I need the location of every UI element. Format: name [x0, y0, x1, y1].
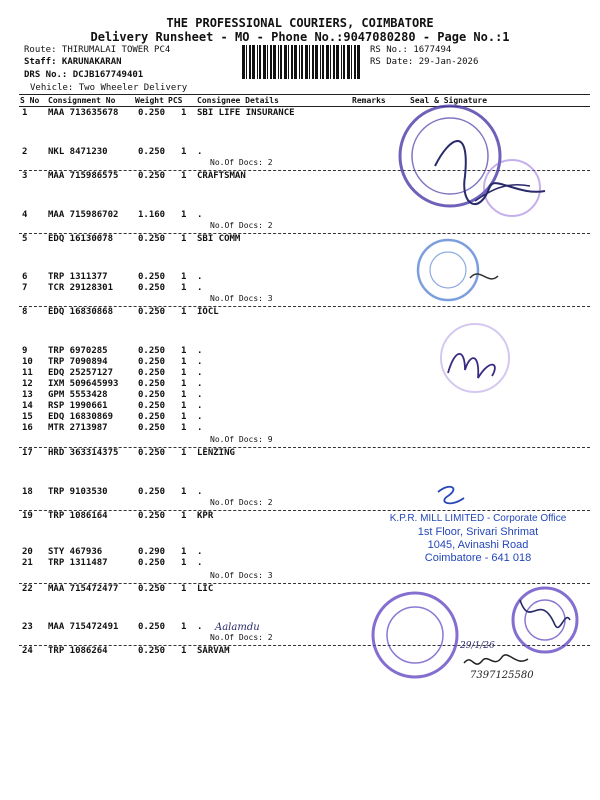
- row-consignee: .: [197, 357, 203, 367]
- barcode-bar: [336, 45, 339, 79]
- row-weight: 0.250: [138, 346, 166, 356]
- row-weight: 0.250: [138, 379, 166, 389]
- row-weight: 0.250: [138, 272, 166, 282]
- row-consignment-no: GPM 5553428: [48, 390, 108, 400]
- row-consignee: .: [197, 147, 203, 157]
- group-separator: [19, 510, 590, 511]
- row-weight: 0.250: [138, 234, 166, 244]
- row-consignee: KPR: [197, 511, 214, 521]
- row-consignee: .: [197, 412, 203, 422]
- staff-label: Staff: KARUNAKARAN: [24, 57, 122, 67]
- handwritten-date: 29/1/26: [460, 641, 495, 651]
- row-weight: 0.250: [138, 412, 166, 422]
- row-consignee: LIC: [197, 584, 214, 594]
- barcode-bar: [280, 45, 282, 79]
- barcode-bar: [249, 45, 251, 79]
- row-consignment-no: TRP 7090894: [48, 357, 108, 367]
- row-pcs: 1: [181, 646, 187, 656]
- barcode-bar: [270, 45, 272, 79]
- barcode-bar: [315, 45, 318, 79]
- row-consignment-no: IXM 509645993: [48, 379, 119, 389]
- row-pcs: 1: [181, 283, 187, 293]
- row-pcs: 1: [181, 511, 187, 521]
- barcode-bar: [320, 45, 321, 79]
- row-sno: 11: [22, 368, 33, 378]
- row-sno: 2: [22, 147, 28, 157]
- row-consignee: .: [197, 368, 203, 378]
- row-weight: 0.250: [138, 171, 166, 181]
- barcode-bar: [309, 45, 310, 79]
- row-pcs: 1: [181, 147, 187, 157]
- col-weight: Weight: [135, 96, 164, 105]
- row-sno: 23: [22, 622, 33, 632]
- row-weight: 0.250: [138, 584, 166, 594]
- table-row: [0, 448, 600, 459]
- group-separator: [19, 306, 590, 307]
- row-pcs: 1: [181, 401, 187, 411]
- barcode-bar: [351, 45, 352, 79]
- row-consignee: .: [197, 622, 203, 632]
- barcode-bar: [341, 45, 342, 79]
- row-consignment-no: MAA 715472491: [48, 622, 119, 632]
- kpr-address-line2: 1st Floor, Srivari Shrimat: [417, 526, 539, 538]
- kpr-address-line1: K.P.R. MILL LIMITED - Corporate Office: [389, 513, 567, 524]
- rs-date: RS Date: 29-Jan-2026: [370, 57, 479, 67]
- barcode-bar: [357, 45, 360, 79]
- docs-note: No.Of Docs: 2: [210, 498, 273, 507]
- route-label: Route: THIRUMALAI TOWER PC4: [24, 45, 171, 55]
- seal-stamp-sbi-comm: [410, 236, 520, 306]
- handwritten-name: Aalamdu: [215, 622, 260, 633]
- group-separator: [19, 447, 590, 448]
- docs-note: No.Of Docs: 2: [210, 633, 273, 642]
- row-pcs: 1: [181, 171, 187, 181]
- table-row: [0, 412, 600, 423]
- row-sno: 17: [22, 448, 33, 458]
- col-pcs: PCS: [168, 96, 183, 105]
- row-weight: 0.250: [138, 487, 166, 497]
- row-sno: 24: [22, 646, 33, 656]
- row-consignment-no: NKL 8471230: [48, 147, 108, 157]
- row-consignee: SARVAM: [197, 646, 230, 656]
- barcode-bar: [273, 45, 276, 79]
- row-consignee: .: [197, 283, 203, 293]
- row-pcs: 1: [181, 379, 187, 389]
- row-consignee: .: [197, 547, 203, 557]
- docs-note: No.Of Docs: 3: [210, 571, 273, 580]
- row-sno: 20: [22, 547, 33, 557]
- row-consignment-no: MAA 715986575: [48, 171, 119, 181]
- row-consignee: LENZING: [197, 448, 235, 458]
- row-weight: 0.250: [138, 357, 166, 367]
- docs-note: No.Of Docs: 9: [210, 435, 273, 444]
- barcode-bar: [347, 45, 350, 79]
- row-consignment-no: HRD 363314375: [48, 448, 119, 458]
- row-pcs: 1: [181, 346, 187, 356]
- barcode-bar: [267, 45, 268, 79]
- barcode: [240, 45, 364, 79]
- barcode-bar: [299, 45, 300, 79]
- row-pcs: 1: [181, 448, 187, 458]
- barcode-bar: [246, 45, 247, 79]
- row-pcs: 1: [181, 547, 187, 557]
- row-consignee: SBI COMM: [197, 234, 241, 244]
- row-consignee: .: [197, 346, 203, 356]
- barcode-bar: [259, 45, 261, 79]
- kpr-address-line4: Coimbatore - 641 018: [424, 552, 532, 564]
- row-sno: 1: [22, 108, 28, 118]
- col-sno: S No: [20, 96, 40, 105]
- row-sno: 12: [22, 379, 33, 389]
- row-consignment-no: MTR 2713987: [48, 423, 108, 433]
- row-sno: 9: [22, 346, 28, 356]
- row-sno: 22: [22, 584, 33, 594]
- row-consignee: .: [197, 272, 203, 282]
- row-weight: 0.250: [138, 401, 166, 411]
- barcode-bar: [305, 45, 308, 79]
- row-weight: 0.250: [138, 283, 166, 293]
- row-consignee: SBI LIFE INSURANCE: [197, 108, 295, 118]
- row-consignment-no: TRP 1311377: [48, 272, 108, 282]
- row-sno: 13: [22, 390, 33, 400]
- row-pcs: 1: [181, 210, 187, 220]
- barcode-bar: [294, 45, 297, 79]
- barcode-bar: [301, 45, 303, 79]
- row-weight: 0.250: [138, 622, 166, 632]
- row-weight: 0.250: [138, 448, 166, 458]
- row-sno: 14: [22, 401, 33, 411]
- barcode-bar: [312, 45, 314, 79]
- row-sno: 8: [22, 307, 28, 317]
- row-weight: 0.250: [138, 368, 166, 378]
- row-consignee: .: [197, 390, 203, 400]
- row-pcs: 1: [181, 272, 187, 282]
- row-pcs: 1: [181, 487, 187, 497]
- row-consignment-no: RSP 1990661: [48, 401, 108, 411]
- row-weight: 0.250: [138, 423, 166, 433]
- row-consignment-no: TRP 6970285: [48, 346, 108, 356]
- row-weight: 0.250: [138, 147, 166, 157]
- row-consignee: .: [197, 379, 203, 389]
- row-consignee: .: [197, 558, 203, 568]
- barcode-bar: [288, 45, 289, 79]
- row-sno: 6: [22, 272, 28, 282]
- table-row: [0, 401, 600, 412]
- row-weight: 0.250: [138, 390, 166, 400]
- row-sno: 19: [22, 511, 33, 521]
- barcode-bar: [291, 45, 293, 79]
- row-sno: 3: [22, 171, 28, 181]
- company-title: THE PROFESSIONAL COURIERS, COIMBATORE: [166, 16, 434, 30]
- row-sno: 18: [22, 487, 33, 497]
- row-consignment-no: TCR 29128301: [48, 283, 114, 293]
- col-consignee: Consignee Details: [197, 96, 279, 105]
- vehicle-label: Vehicle: Two Wheeler Delivery: [30, 83, 188, 93]
- row-consignee: .: [197, 401, 203, 411]
- row-weight: 0.290: [138, 547, 166, 557]
- row-consignment-no: TRP 1311487: [48, 558, 108, 568]
- seal-stamp-sbi-life: [380, 96, 590, 226]
- row-weight: 1.160: [138, 210, 166, 220]
- row-consignee: CRAFTSMAN: [197, 171, 246, 181]
- row-weight: 0.250: [138, 646, 166, 656]
- row-consignment-no: MAA 715986702: [48, 210, 119, 220]
- table-row: [0, 487, 600, 498]
- row-weight: 0.250: [138, 558, 166, 568]
- table-row: [0, 307, 600, 318]
- row-sno: 16: [22, 423, 33, 433]
- barcode-bar: [284, 45, 287, 79]
- docs-note: No.Of Docs: 3: [210, 294, 273, 303]
- col-consignment: Consignment No: [48, 96, 116, 105]
- header-top-rule: [19, 94, 590, 95]
- row-weight: 0.250: [138, 511, 166, 521]
- kpr-address-line3: 1045, Avinashi Road: [427, 539, 529, 551]
- group-separator: [19, 233, 590, 234]
- row-pcs: 1: [181, 412, 187, 422]
- row-weight: 0.250: [138, 307, 166, 317]
- row-sno: 5: [22, 234, 28, 244]
- row-pcs: 1: [181, 357, 187, 367]
- row-consignment-no: EDQ 25257127: [48, 368, 114, 378]
- handwritten-phone: 7397125580: [470, 670, 534, 681]
- row-consignee: .: [197, 487, 203, 497]
- rs-number: RS No.: 1677494: [370, 45, 452, 55]
- row-consignment-no: EDQ 16830869: [48, 412, 114, 422]
- row-sno: 10: [22, 357, 33, 367]
- barcode-bar: [278, 45, 279, 79]
- handwritten-initial: [430, 482, 470, 510]
- row-consignment-no: EDQ 16830868: [48, 307, 114, 317]
- barcode-bar: [252, 45, 255, 79]
- row-pcs: 1: [181, 307, 187, 317]
- row-weight: 0.250: [138, 108, 166, 118]
- row-consignment-no: TRP 1086264: [48, 646, 108, 656]
- runsheet-subtitle: Delivery Runsheet - MO - Phone No.:9047080280 - Page No.:1: [90, 30, 510, 44]
- row-consignee: IOCL: [197, 307, 219, 317]
- row-consignment-no: MAA 713635678: [48, 108, 119, 118]
- row-sno: 15: [22, 412, 33, 422]
- row-pcs: 1: [181, 423, 187, 433]
- row-sno: 7: [22, 283, 28, 293]
- docs-note: No.Of Docs: 2: [210, 158, 273, 167]
- barcode-bar: [263, 45, 266, 79]
- barcode-bar: [354, 45, 356, 79]
- barcode-bar: [257, 45, 258, 79]
- seal-stamp-iocl: [420, 318, 530, 398]
- table-row: [0, 423, 600, 434]
- barcode-bar: [333, 45, 335, 79]
- row-pcs: 1: [181, 368, 187, 378]
- row-sno: 21: [22, 558, 33, 568]
- row-consignment-no: MAA 715472477: [48, 584, 119, 594]
- row-pcs: 1: [181, 558, 187, 568]
- row-consignment-no: TRP 1086164: [48, 511, 108, 521]
- row-pcs: 1: [181, 234, 187, 244]
- row-consignee: .: [197, 423, 203, 433]
- barcode-bar: [326, 45, 329, 79]
- row-sno: 4: [22, 210, 28, 220]
- row-pcs: 1: [181, 108, 187, 118]
- row-consignment-no: TRP 9103530: [48, 487, 108, 497]
- drs-number: DRS No.: DCJB167749401: [24, 70, 144, 80]
- barcode-bar: [343, 45, 345, 79]
- barcode-bar: [330, 45, 331, 79]
- row-pcs: 1: [181, 390, 187, 400]
- barcode-bar: [242, 45, 245, 79]
- col-seal: Seal & Signature: [410, 96, 488, 105]
- barcode-bar: [322, 45, 324, 79]
- row-pcs: 1: [181, 622, 187, 632]
- docs-note: No.Of Docs: 2: [210, 221, 273, 230]
- row-pcs: 1: [181, 584, 187, 594]
- row-consignment-no: EDQ 16130078: [48, 234, 114, 244]
- row-consignee: .: [197, 210, 203, 220]
- row-consignment-no: STY 467936: [48, 547, 103, 557]
- col-remarks: Remarks: [352, 96, 386, 105]
